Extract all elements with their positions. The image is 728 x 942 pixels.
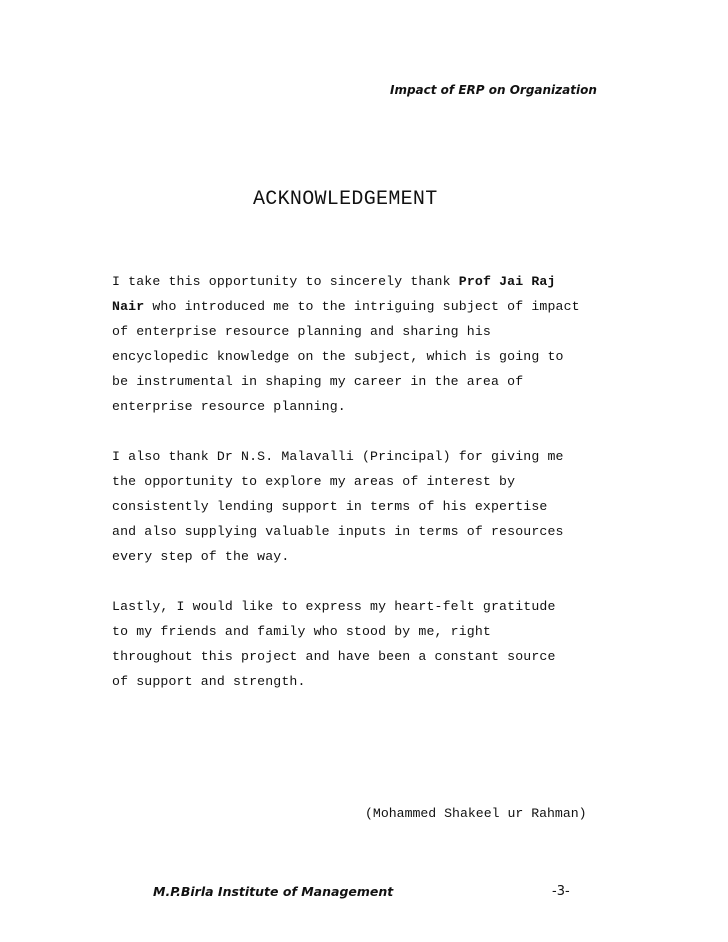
line: throughout this project and have been a constant source: [112, 649, 556, 664]
acknowledgement-body: [112, 269, 632, 694]
line: enterprise resource planning.: [112, 399, 346, 414]
line: and also supplying valuable inputs in terms of resources: [112, 524, 564, 539]
footer-institute: M.P.Birla Institute of Management: [153, 884, 394, 899]
line: I also thank Dr N.S. Malavalli (Principal) for giving me: [112, 449, 564, 464]
professor-name-part2: Nair: [112, 299, 145, 314]
paragraph-3: [112, 594, 632, 694]
line: to my friends and family who stood by me, right: [112, 624, 491, 639]
page-heading: ACKNOWLEDGEMENT: [253, 188, 438, 211]
line: every step of the way.: [112, 549, 290, 564]
line: [112, 269, 632, 294]
line: of support and strength.: [112, 674, 306, 689]
paragraph-1: [112, 269, 632, 419]
signature: (Mohammed Shakeel ur Rahman): [365, 806, 587, 821]
professor-name-part1: Prof Jai Raj: [458, 274, 556, 289]
line: encyclopedic knowledge on the subject, which is going to: [112, 349, 564, 364]
page-number: -3-: [552, 884, 570, 899]
document-header-title: Impact of ERP on Organization: [390, 83, 597, 97]
line: [112, 294, 632, 319]
line: consistently lending support in terms of his expertise: [112, 499, 548, 514]
line: be instrumental in shaping my career in the area of: [112, 374, 524, 389]
line: Lastly, I would like to express my heart-felt gratitude: [112, 599, 556, 614]
line: of enterprise resource planning and sharing his: [112, 324, 491, 339]
text: I take this opportunity to sincerely thank: [112, 274, 459, 289]
text: who introduced me to the intriguing subject of impact: [144, 299, 580, 314]
line: the opportunity to explore my areas of interest by: [112, 474, 516, 489]
paragraph-2: [112, 444, 632, 569]
